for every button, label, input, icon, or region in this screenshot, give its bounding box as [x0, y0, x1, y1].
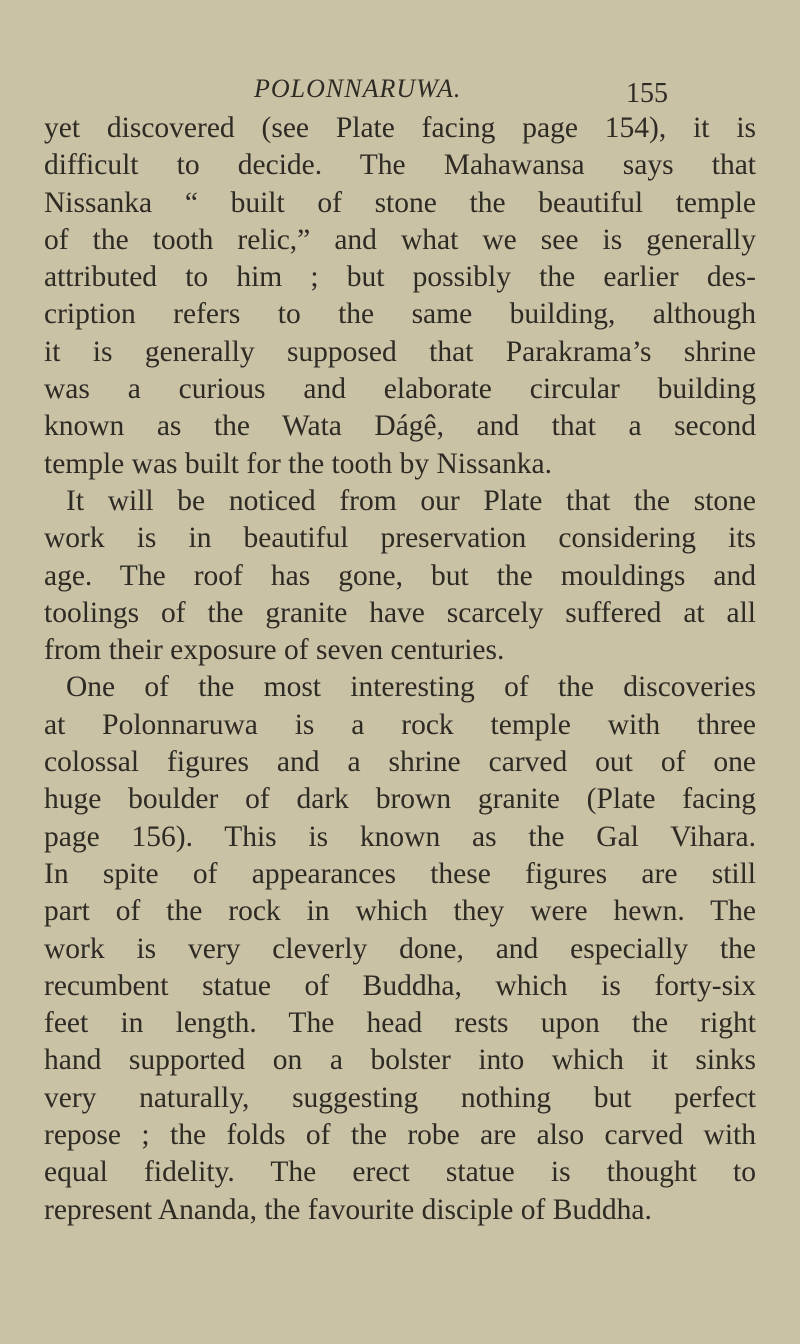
text-line: represent Ananda, the favourite disciple of Buddha. — [44, 1193, 652, 1226]
text-line: attributed to him ; but possibly the earlier des- — [44, 261, 756, 294]
text-line: was a curious and elaborate circular building — [44, 373, 756, 406]
text-line: In spite of appearances these figures are still — [44, 857, 756, 890]
text-line: it is generally supposed that Parakrama’s shrine — [44, 335, 756, 368]
text-line: repose ; the folds of the robe are also carved with — [44, 1119, 756, 1152]
text-line: known as the Wata Dágê, and that a second — [44, 410, 756, 443]
text-line: It will be noticed from our Plate that the stone — [66, 484, 756, 517]
text-line: equal fidelity. The erect statue is thought to — [44, 1156, 756, 1189]
text-line: cription refers to the same building, although — [44, 298, 756, 331]
text-line: work is in beautiful preservation considering its — [44, 522, 756, 555]
text-line: huge boulder of dark brown granite (Plate facing — [44, 783, 756, 816]
text-line: from their exposure of seven centuries. — [44, 634, 505, 667]
text-line: part of the rock in which they were hewn. The — [44, 895, 756, 928]
text-line: recumbent statue of Buddha, which is forty-six — [44, 969, 756, 1002]
text-line: work is very cleverly done, and especially the — [44, 932, 756, 965]
text-line: feet in length. The head rests upon the right — [44, 1007, 756, 1040]
text-line: at Polonnaruwa is a rock temple with three — [44, 708, 756, 741]
text-line: age. The roof has gone, but the mouldings and — [44, 559, 756, 592]
page-number: 155 — [626, 78, 668, 109]
text-line: yet discovered (see Plate facing page 154), it is — [44, 112, 756, 144]
text-line: temple was built for the tooth by Nissanka. — [44, 447, 552, 480]
text-line: toolings of the granite have scarcely suffered at all — [44, 596, 756, 629]
running-title: POLONNARUWA. — [254, 74, 462, 103]
text-line: page 156). This is known as the Gal Vihara. — [44, 820, 756, 853]
text-line: hand supported on a bolster into which it sinks — [44, 1044, 756, 1077]
text-line: very naturally, suggesting nothing but perfect — [44, 1081, 756, 1114]
text-line: difficult to decide. The Mahawansa says that — [44, 149, 756, 182]
text-line: of the tooth relic,” and what we see is generally — [44, 223, 756, 256]
text-line: colossal figures and a shrine carved out of one — [44, 746, 756, 779]
text-line: Nissanka “ built of stone the beautiful temple — [44, 186, 756, 219]
body-text — [44, 110, 756, 1229]
text-line: One of the most interesting of the discoveries — [66, 671, 756, 704]
